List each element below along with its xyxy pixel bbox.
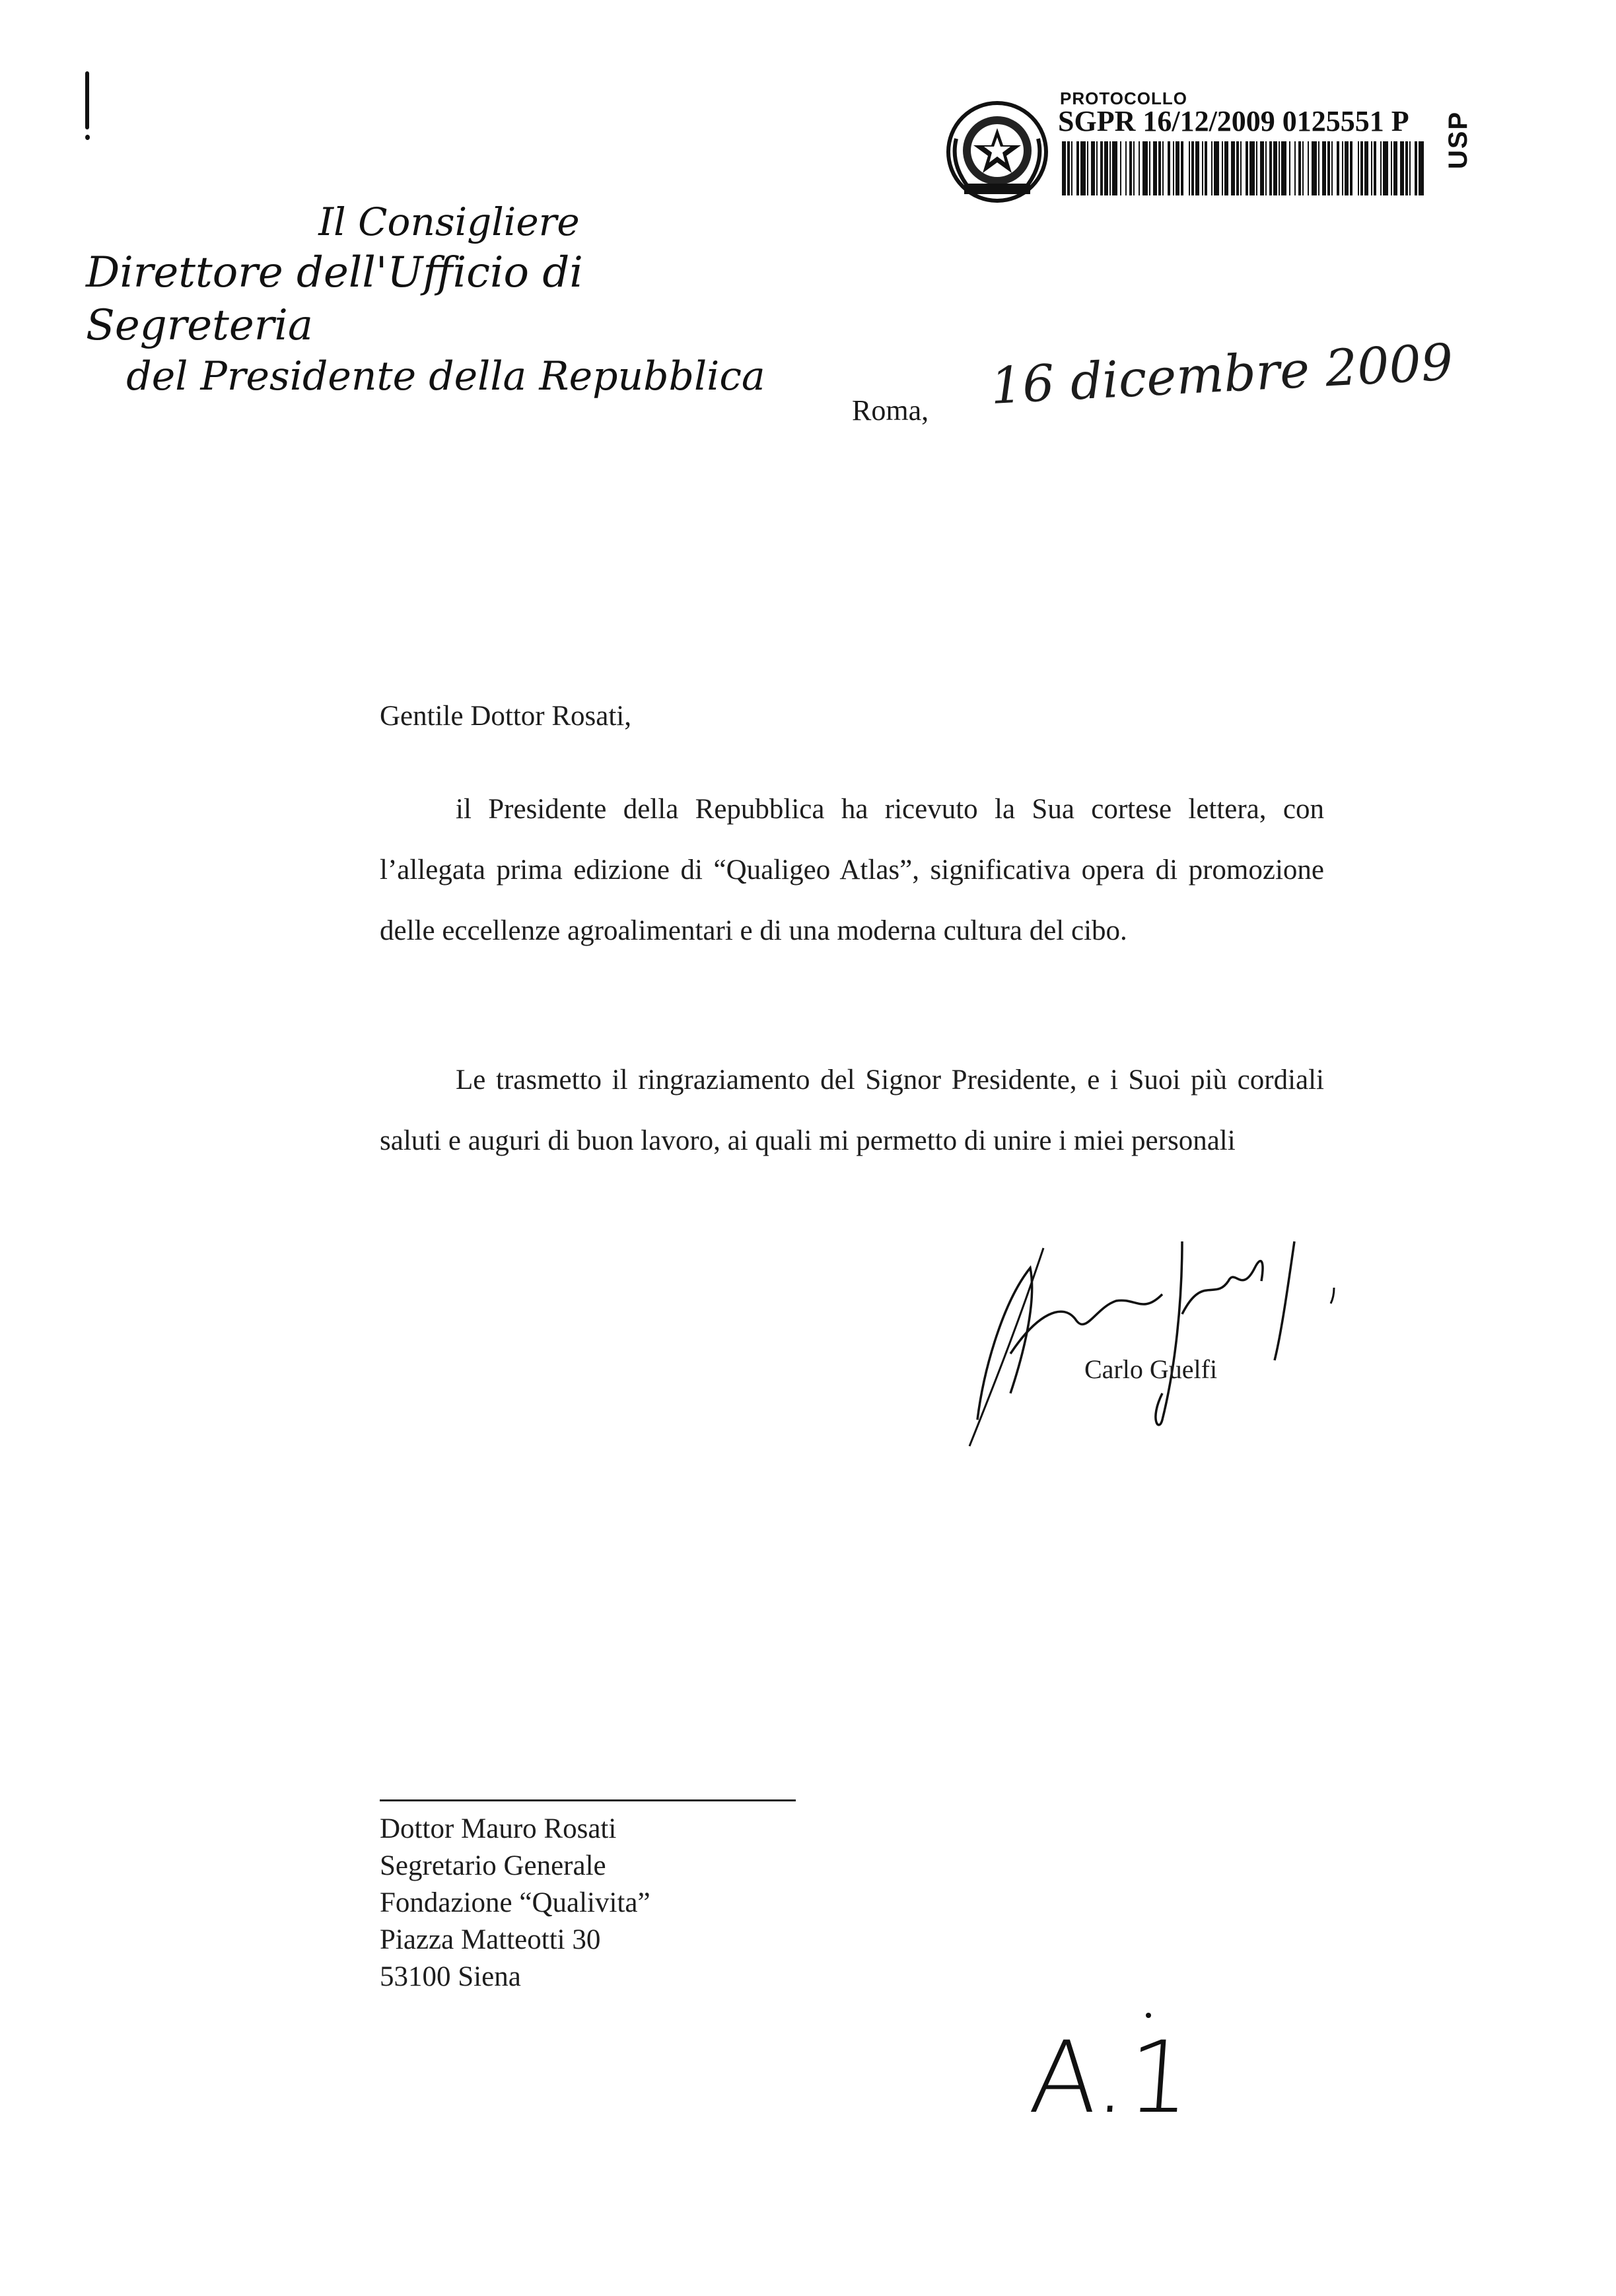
- barcode-bar: [1214, 141, 1219, 195]
- barcode-bar: [1087, 141, 1088, 195]
- barcode-bar: [1224, 141, 1228, 195]
- barcode-bar: [1358, 141, 1359, 195]
- letterhead: [86, 198, 786, 401]
- barcode-bar: [1162, 141, 1164, 195]
- barcode-bar: [1331, 141, 1333, 195]
- barcode-bar: [1327, 141, 1330, 195]
- barcode-bar: [1415, 141, 1417, 195]
- date-place: Roma,: [852, 394, 929, 427]
- recipient-address: [380, 1811, 650, 1996]
- recipient-organization: Fondazione “Qualivita”: [380, 1887, 650, 1918]
- barcode-bar: [1071, 141, 1072, 195]
- barcode-bar: [1080, 141, 1086, 195]
- barcode-bar: [1153, 141, 1157, 195]
- barcode-bar: [1246, 141, 1248, 195]
- barcode-icon: [1061, 141, 1428, 195]
- barcode-bar: [1364, 141, 1368, 195]
- salutation: Gentile Dottor Rosati,: [380, 701, 631, 732]
- barcode-bar: [1294, 141, 1296, 195]
- letterhead-line-1: Il Consigliere: [318, 199, 580, 244]
- barcode-bar: [1360, 141, 1363, 195]
- barcode-bar: [1374, 141, 1376, 195]
- barcode-bar: [1149, 141, 1150, 195]
- barcode-bar: [1419, 141, 1424, 195]
- barcode-bar: [1062, 141, 1066, 195]
- barcode-bar: [1189, 141, 1190, 195]
- barcode-bar: [1240, 141, 1242, 195]
- barcode-bar: [1260, 141, 1264, 195]
- barcode-bar: [1371, 141, 1372, 195]
- protocol-label: PROTOCOLLO: [1060, 88, 1187, 108]
- address-rule: [380, 1799, 796, 1801]
- barcode-bar: [1191, 141, 1194, 195]
- barcode-bar: [1236, 141, 1239, 195]
- handwritten-annotation: A.1: [1026, 2021, 1195, 2136]
- barcode-bar: [1181, 141, 1183, 195]
- barcode-bar: [1104, 141, 1108, 195]
- protocol-stamp: [944, 86, 1459, 205]
- barcode-bar: [1405, 141, 1408, 195]
- recipient-name: Dottor Mauro Rosati: [380, 1813, 617, 1844]
- barcode-bar: [1308, 141, 1309, 195]
- barcode-bar: [1158, 141, 1161, 195]
- barcode-bar: [1269, 141, 1272, 195]
- barcode-bar: [1205, 141, 1207, 195]
- barcode-bar: [1231, 141, 1235, 195]
- barcode-bar: [1256, 141, 1257, 195]
- barcode-bar: [1109, 141, 1111, 195]
- handwritten-date: 16 dicembre 2009: [989, 332, 1455, 415]
- barcode-bar: [1091, 141, 1095, 195]
- barcode-bar: [1273, 141, 1277, 195]
- barcode-bar: [1096, 141, 1098, 195]
- barcode-bar: [1289, 141, 1290, 195]
- recipient-street: Piazza Matteotti 30: [380, 1924, 601, 1955]
- signer-name: Carlo Guelfi: [1084, 1354, 1218, 1384]
- barcode-bar: [1168, 141, 1170, 195]
- recipient-city: 53100 Siena: [380, 1961, 521, 1992]
- barcode-bar: [1312, 141, 1317, 195]
- barcode-bar: [1125, 141, 1127, 195]
- barcode-bar: [1383, 141, 1388, 195]
- barcode-bar: [1076, 141, 1079, 195]
- barcode-bar: [1176, 141, 1179, 195]
- barcode-bar: [1139, 141, 1140, 195]
- barcode-bar: [1380, 141, 1382, 195]
- barcode-bar: [1222, 141, 1223, 195]
- barcode-bar: [1211, 141, 1212, 195]
- barcode-bar: [1345, 141, 1349, 195]
- barcode-bar: [1279, 141, 1280, 195]
- letter-paragraph-1: il Presidente della Repubblica ha ricevuto la Sua cortese lettera, con l’allegata prima edizione di “Qualigeo Atlas”, significativa opera di promozione delle eccellenze agroalimentari e di una moderna cultura del cibo.: [380, 794, 1324, 946]
- barcode-bar: [1195, 141, 1199, 195]
- barcode-bar: [1400, 141, 1404, 195]
- barcode-bar: [1391, 141, 1392, 195]
- barcode-bar: [1142, 141, 1148, 195]
- office-code: USP: [1444, 110, 1473, 170]
- barcode-bar: [1350, 141, 1353, 195]
- barcode-bar: [1322, 141, 1326, 195]
- barcode-bar: [1393, 141, 1397, 195]
- barcode-bar: [1120, 141, 1121, 195]
- barcode-bar: [1265, 141, 1267, 195]
- margin-mark: [85, 71, 89, 129]
- italian-republic-emblem-icon: [944, 99, 1050, 205]
- barcode-bar: [1133, 141, 1135, 195]
- barcode-bar: [1337, 141, 1339, 195]
- barcode-bar: [1318, 141, 1319, 195]
- barcode-bar: [1409, 141, 1411, 195]
- barcode-bar: [1249, 141, 1255, 195]
- annotation-dot: [1146, 2013, 1151, 2018]
- barcode-bar: [1298, 141, 1301, 195]
- barcode-bar: [1067, 141, 1070, 195]
- letter-paragraph-2: Le trasmetto il ringraziamento del Signor Presidente, e i Suoi più cordiali saluti e auguri di buon lavoro, ai quali mi permetto di unire i miei personali: [380, 1064, 1324, 1156]
- barcode-bar: [1100, 141, 1103, 195]
- protocol-number: SGPR 16/12/2009 0125551 P: [1058, 105, 1409, 137]
- letterhead-line-2: Direttore dell'Ufficio di Segreteria: [86, 248, 583, 350]
- barcode-bar: [1342, 141, 1343, 195]
- barcode-bar: [1302, 141, 1304, 195]
- barcode-bar: [1173, 141, 1174, 195]
- barcode-bar: [1112, 141, 1117, 195]
- barcode-bar: [1202, 141, 1203, 195]
- handwritten-signature: [964, 1222, 1387, 1459]
- barcode-bar: [1281, 141, 1286, 195]
- barcode-bar: [1129, 141, 1132, 195]
- recipient-role: Segretario Generale: [380, 1850, 606, 1881]
- letterhead-line-3: del Presidente della Repubblica: [126, 353, 765, 400]
